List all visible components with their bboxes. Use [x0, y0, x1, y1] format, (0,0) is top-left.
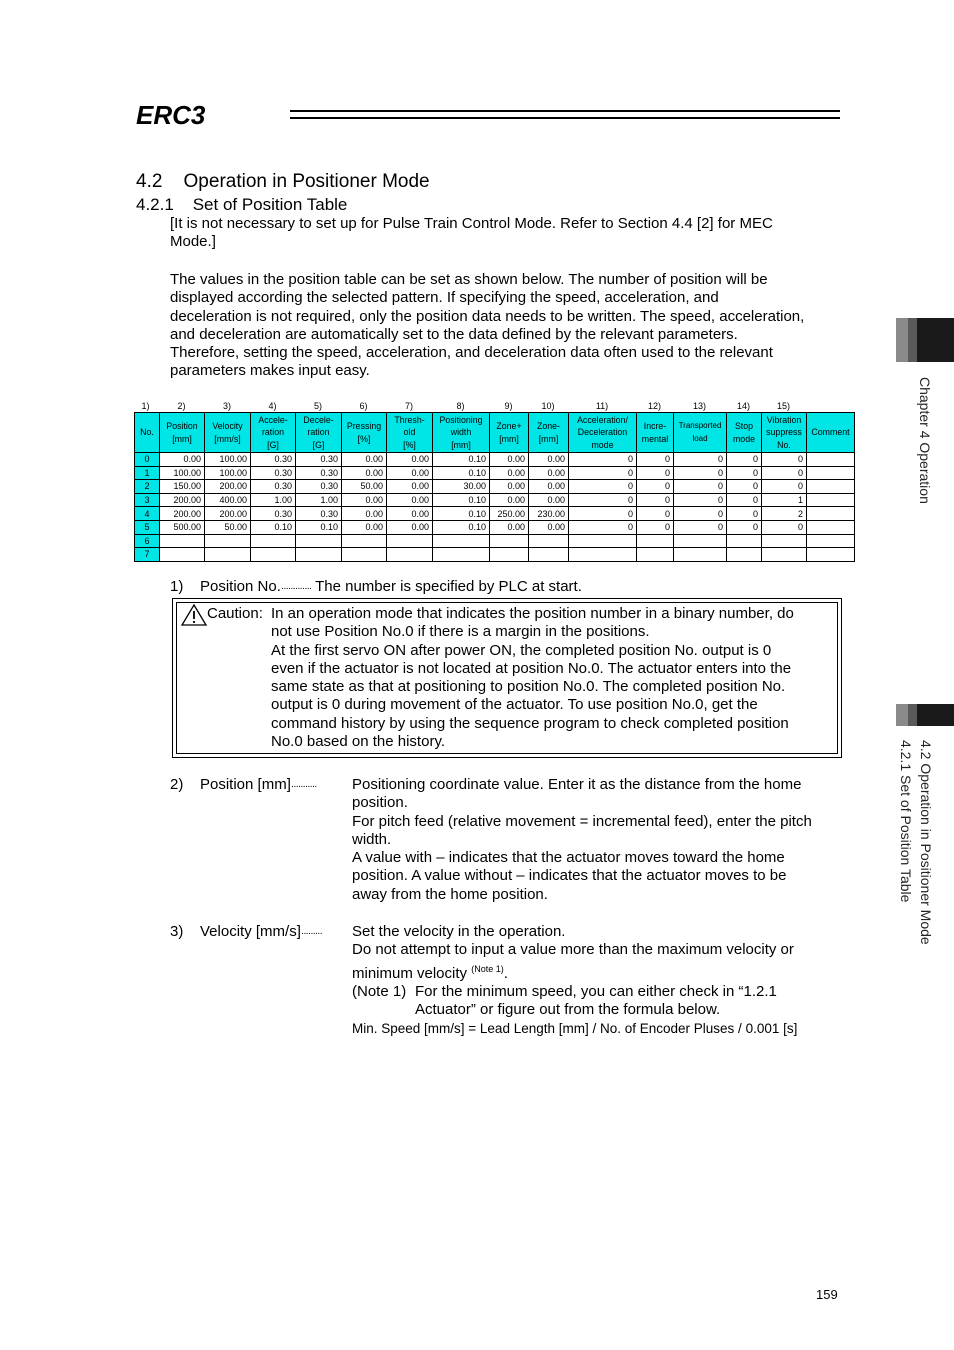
table-cell: 0 [569, 520, 637, 534]
header-text: [mm] [499, 433, 519, 444]
header-text: Acceleration/ [577, 414, 628, 425]
header-text: Accele- [258, 414, 288, 425]
column-number-label: 8) [456, 401, 465, 411]
table-cell: 0.00 [490, 493, 529, 507]
table-cell: 0 [674, 480, 727, 494]
item-2-line: For pitch feed (relative movement = incremental feed), enter the pitch [352, 812, 812, 830]
table-header-cell [296, 413, 342, 453]
note-1-text [415, 983, 855, 1020]
table-header-cell [387, 413, 433, 453]
table-cell: 0.00 [387, 493, 433, 507]
table-cell: 100.00 [160, 466, 205, 480]
header-text: Zone+ [496, 421, 522, 432]
column-number-label: 9) [504, 401, 513, 411]
table-cell: 0 [762, 453, 807, 467]
table-cell [387, 548, 433, 562]
table-cell: 0.30 [296, 507, 342, 521]
item-1-dots: ············· [280, 583, 312, 594]
table-cell [807, 548, 855, 562]
header-rule-bottom [290, 117, 840, 119]
table-row [135, 453, 855, 467]
header-text: No. [777, 439, 791, 450]
table-row [135, 534, 855, 548]
item-2-line: A value with – indicates that the actuator moves toward the home [352, 849, 785, 867]
table-header-cell [135, 413, 160, 453]
side-tab-section-grey1 [896, 704, 908, 726]
column-number-label: 2) [177, 401, 186, 411]
table-header-cell [251, 413, 296, 453]
item-3-label: 3) Velocity [mm/s] [170, 923, 301, 940]
table-cell: 0 [762, 480, 807, 494]
row-number-cell: 2 [135, 480, 160, 494]
column-number-label: 15) [776, 401, 791, 411]
table-cell: 0 [727, 507, 762, 521]
column-number-label: 14) [736, 401, 751, 411]
table-cell: 0.10 [251, 520, 296, 534]
table-cell [637, 548, 674, 562]
table-cell: 0 [674, 493, 727, 507]
row-number-cell: 0 [135, 453, 160, 467]
item-3-line3-end: . [503, 964, 508, 982]
table-cell [296, 534, 342, 548]
table-cell: 100.00 [205, 453, 251, 467]
header-text: Pressing [346, 421, 382, 432]
table-cell: 0 [637, 507, 674, 521]
item-3-line [352, 960, 852, 983]
table-header-cell [205, 413, 251, 453]
row-number-cell: 5 [135, 520, 160, 534]
item-2-dots: ··········· [290, 781, 317, 792]
table-cell: 0.00 [529, 466, 569, 480]
column-number-label: 11) [595, 401, 609, 411]
table-row [135, 493, 855, 507]
table-header-cell [727, 413, 762, 453]
table-row [135, 520, 855, 534]
header-text: [%] [357, 433, 371, 444]
row-number-cell: 7 [135, 548, 160, 562]
table-cell: 0.00 [490, 480, 529, 494]
table-cell: 0 [674, 466, 727, 480]
table-header-cell [342, 413, 387, 453]
table-cell: 0 [637, 520, 674, 534]
table-cell [762, 534, 807, 548]
table-cell: 0.10 [433, 507, 490, 521]
table-cell: 0.30 [296, 480, 342, 494]
table-cell [342, 534, 387, 548]
caution-line: even if the actuator is not located at position No.0. The actuator enters into the [271, 659, 792, 677]
intro-body-line: parameters makes input easy. [170, 362, 370, 380]
table-cell: 200.00 [160, 493, 205, 507]
table-cell [205, 548, 251, 562]
header-text: Positioning [439, 414, 483, 425]
table-cell [160, 548, 205, 562]
header-text: Stop [734, 421, 754, 432]
header-text: Position [166, 421, 198, 432]
sidebar-section-line1: 4.2 Operation in Positioner Mode [918, 740, 934, 945]
header-text: [%] [403, 439, 416, 450]
table-row [135, 507, 855, 521]
note-1-line: For the minimum speed, you can either check in “1.2.1 [415, 982, 777, 1000]
table-cell: 0.30 [251, 507, 296, 521]
table-cell: 0.10 [433, 453, 490, 467]
item-3-description [352, 923, 852, 1038]
header-text: width [450, 427, 472, 438]
table-cell: 0.00 [387, 520, 433, 534]
table-cell [251, 548, 296, 562]
table-header-cell [160, 413, 205, 453]
table-cell: 0.00 [342, 493, 387, 507]
table-cell: 0 [637, 493, 674, 507]
table-cell: 1.00 [296, 493, 342, 507]
header-text: suppress [766, 427, 802, 438]
header-text: [G] [312, 439, 325, 450]
side-tab-chapter-grey1 [896, 318, 908, 362]
header-text: Transported [678, 421, 722, 431]
caution-line: not use Position No.0 if there is a margin in the positions. [271, 623, 650, 641]
table-cell: 0.30 [251, 453, 296, 467]
header-text: Decele- [303, 414, 334, 425]
warning-triangle-icon [181, 603, 207, 627]
header-text: ration [307, 427, 330, 438]
intro-note-line: [It is not necessary to set up for Pulse Train Control Mode. Refer to Section 4.4 [2] for MEC [170, 215, 773, 232]
table-cell [674, 534, 727, 548]
note-1-line: Actuator” or figure out from the formula below. [415, 1001, 721, 1019]
table-cell: 0.00 [387, 480, 433, 494]
table-cell [433, 534, 490, 548]
note-ref: (Note 1) [471, 963, 504, 974]
table-cell: 0.00 [490, 466, 529, 480]
table-cell: 250.00 [490, 507, 529, 521]
min-speed-formula: Min. Speed [mm/s] = Lead Length [mm] / No. of Encoder Pluses / 0.001 [s] [352, 1020, 798, 1036]
table-cell: 400.00 [205, 493, 251, 507]
table-cell [160, 534, 205, 548]
table-cell: 0 [637, 480, 674, 494]
table-header-cell [569, 413, 637, 453]
table-cell: 0.00 [342, 520, 387, 534]
table-cell: 1 [762, 493, 807, 507]
header-text: ration [261, 427, 284, 438]
header-text: No. [140, 427, 154, 438]
table-cell: 0.00 [387, 507, 433, 521]
table-row [135, 466, 855, 480]
header-text: Thresh- [394, 414, 425, 425]
row-number-cell: 1 [135, 466, 160, 480]
item-1-label: 1) Position No. [170, 578, 281, 595]
table-cell [490, 548, 529, 562]
table-cell [807, 466, 855, 480]
header-text: Incre- [643, 421, 667, 432]
sidebar-chapter-label: Chapter 4 Operation [917, 377, 933, 504]
item-3 [170, 923, 322, 943]
item-2-description [352, 776, 852, 904]
table-cell [807, 507, 855, 521]
item-1 [170, 578, 582, 598]
item-2-line: Positioning coordinate value. Enter it as the distance from the home [352, 776, 802, 793]
table-cell: 0.30 [296, 453, 342, 467]
table-cell: 500.00 [160, 520, 205, 534]
note-1-label: (Note 1) [352, 982, 407, 1000]
table-cell: 0 [569, 480, 637, 494]
table-cell [251, 534, 296, 548]
intro-body-line: deceleration is not required, only the position data needs to be written. The speed, acceleration, [170, 307, 805, 325]
table-cell: 0.00 [342, 453, 387, 467]
column-number-label: 13) [692, 401, 707, 411]
caution-line: No.0 based on the history. [271, 733, 445, 751]
table-cell: 50.00 [342, 480, 387, 494]
table-cell [807, 493, 855, 507]
caution-line: command history by using the sequence program to check completed position [271, 714, 789, 732]
table-cell [296, 548, 342, 562]
sidebar-section-line2: 4.2.1 Set of Position Table [898, 740, 914, 903]
caution-box [172, 598, 842, 758]
caution-line: output is 0 during movement of the actuator. To use position No.0, get the [271, 696, 758, 714]
table-cell: 0 [727, 493, 762, 507]
intro-body-line: displayed according the selected pattern. If specifying the speed, acceleration, and [170, 289, 719, 307]
page-number: 159 [816, 1287, 838, 1302]
table-cell: 0.30 [251, 480, 296, 494]
header-text: mode [591, 439, 614, 450]
table-cell: 0.00 [387, 466, 433, 480]
table-cell: 0 [762, 466, 807, 480]
table-cell: 30.00 [433, 480, 490, 494]
intro-note-line: Mode.] [170, 233, 216, 251]
table-cell: 230.00 [529, 507, 569, 521]
header-text: [mm] [451, 439, 471, 450]
item-2-line: position. A value without – indicates that the actuator moves to be [352, 867, 787, 885]
column-number-label: 5) [313, 401, 323, 411]
table-header-cell [490, 413, 529, 453]
table-cell [342, 548, 387, 562]
sidebar-section-label [898, 740, 938, 980]
table-cell: 200.00 [160, 507, 205, 521]
table-row [135, 548, 855, 562]
table-cell: 0 [674, 453, 727, 467]
table-cell: 0 [674, 520, 727, 534]
table-cell: 0 [569, 453, 637, 467]
table-header-row [135, 413, 855, 453]
table-cell: 0.00 [490, 453, 529, 467]
table-cell: 0 [569, 493, 637, 507]
position-table [134, 412, 855, 562]
table-cell: 2 [762, 507, 807, 521]
table-cell: 0.10 [433, 466, 490, 480]
table-cell: 0.10 [433, 520, 490, 534]
table-cell: 0.00 [342, 507, 387, 521]
column-number-label: 3) [222, 401, 232, 411]
column-number-label: 10) [541, 401, 555, 411]
table-cell: 0 [637, 466, 674, 480]
table-cell [762, 548, 807, 562]
header-text: Zone- [537, 421, 560, 432]
table-cell: 0.10 [433, 493, 490, 507]
side-tab-chapter-black [917, 318, 954, 362]
table-cell: 150.00 [160, 480, 205, 494]
intro-body-line: Therefore, setting the speed, acceleration, and deceleration data often used to the relevant [170, 344, 773, 362]
column-number-label: 12) [647, 401, 662, 411]
item-2-line: position. [352, 794, 408, 812]
header-text: mode [732, 433, 755, 444]
table-cell: 0 [569, 466, 637, 480]
item-2-line: width. [352, 830, 392, 848]
table-cell [529, 534, 569, 548]
table-header-cell [762, 413, 807, 453]
table-cell: 0 [727, 466, 762, 480]
table-cell [529, 548, 569, 562]
table-header-cell [674, 413, 727, 453]
intro-body-line: and deceleration are automatically set to the data defined by the relevant parameters. [170, 325, 738, 343]
table-cell: 0 [674, 507, 727, 521]
table-cell: 0 [727, 480, 762, 494]
header-text: mental [641, 433, 669, 444]
header-text: load [692, 433, 708, 443]
column-number-label: 1) [141, 401, 150, 411]
item-3-line3: minimum velocity [352, 964, 468, 982]
caution-label: Caution: [207, 605, 263, 622]
intro-note [170, 215, 850, 252]
caution-line: At the first servo ON after power ON, the completed position No. output is 0 [271, 641, 772, 659]
table-cell: 0.00 [342, 466, 387, 480]
table-cell: 0.30 [296, 466, 342, 480]
caution-text [271, 605, 841, 751]
table-cell: 50.00 [205, 520, 251, 534]
table-header-cell [433, 413, 490, 453]
table-cell [433, 548, 490, 562]
table-cell: 200.00 [205, 480, 251, 494]
table-cell [490, 534, 529, 548]
item-3-line: Set the velocity in the operation. [352, 923, 566, 940]
side-tab-chapter-grey2 [908, 318, 917, 362]
column-number-label: 6) [359, 401, 368, 411]
item-3-dots: ········· [300, 928, 322, 939]
item-1-text: The number is specified by PLC at start. [315, 578, 582, 595]
item-3-line: Do not attempt to input a value more than the maximum velocity or [352, 941, 794, 959]
item-2 [170, 776, 317, 796]
table-cell: 0 [727, 453, 762, 467]
table-cell: 0.00 [490, 520, 529, 534]
table-row [135, 480, 855, 494]
header-text: [mm] [172, 433, 192, 444]
header-text: old [403, 427, 416, 438]
table-cell: 0 [727, 520, 762, 534]
table-cell [637, 534, 674, 548]
table-cell [807, 453, 855, 467]
subsection-title: 4.2.1 Set of Position Table [136, 195, 348, 214]
side-tab-section-grey2 [908, 704, 917, 726]
table-cell: 0.00 [529, 453, 569, 467]
row-number-cell: 6 [135, 534, 160, 548]
item-2-label: 2) Position [mm] [170, 776, 291, 793]
side-tab-section-black [917, 704, 954, 726]
intro-body [170, 271, 850, 381]
section-title: 4.2 Operation in Positioner Mode [136, 171, 430, 192]
table-cell [387, 534, 433, 548]
erc3-logo [136, 92, 276, 128]
table-cell: 0.30 [251, 466, 296, 480]
table-cell: 0 [569, 507, 637, 521]
header-text: [G] [267, 439, 279, 450]
table-cell [807, 480, 855, 494]
item-2-line: away from the home position. [352, 885, 548, 903]
table-cell: 200.00 [205, 507, 251, 521]
logo-text: ERC3 [136, 100, 206, 128]
header-rule-top [290, 110, 840, 112]
table-cell: 100.00 [205, 466, 251, 480]
column-number-label: 4) [268, 401, 277, 411]
table-cell: 0.00 [387, 453, 433, 467]
header-text: Velocity [212, 421, 243, 432]
row-number-cell: 4 [135, 507, 160, 521]
table-cell: 0 [637, 453, 674, 467]
table-cell [569, 548, 637, 562]
intro-body-line: The values in the position table can be set as shown below. The number of position will be [170, 271, 768, 288]
table-cell [569, 534, 637, 548]
table-cell: 0 [762, 520, 807, 534]
header-text: Vibration [766, 414, 802, 425]
table-cell [727, 534, 762, 548]
table-cell: 0.00 [529, 493, 569, 507]
table-header-cell [637, 413, 674, 453]
header-text: Deceleration [577, 427, 628, 438]
header-text: [mm/s] [214, 433, 241, 444]
table-cell: 0.00 [160, 453, 205, 467]
table-cell [674, 548, 727, 562]
header-text: [mm] [538, 433, 559, 444]
table-cell [807, 520, 855, 534]
table-cell [727, 548, 762, 562]
table-cell: 0.10 [296, 520, 342, 534]
table-cell [807, 534, 855, 548]
table-header-cell [807, 413, 855, 453]
table-cell: 0.00 [529, 480, 569, 494]
table-cell: 1.00 [251, 493, 296, 507]
table-header-cell [529, 413, 569, 453]
header-text: Comment [811, 427, 850, 438]
note-1 [352, 983, 852, 1020]
table-cell: 0.00 [529, 520, 569, 534]
row-number-cell: 3 [135, 493, 160, 507]
caution-line: In an operation mode that indicates the position number in a binary number, do [271, 605, 794, 622]
column-number-label: 7) [404, 401, 414, 411]
table-cell [205, 534, 251, 548]
caution-line: same state as that at positioning to position No.0. The completed position No. [271, 678, 786, 696]
